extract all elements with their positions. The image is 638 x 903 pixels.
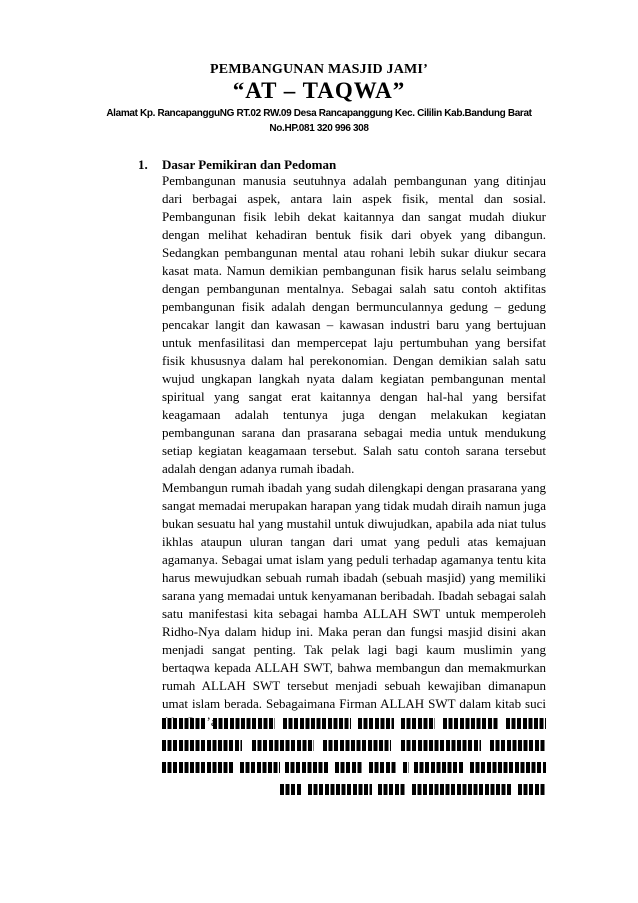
section-number: 1. bbox=[138, 157, 148, 172]
glyph-block bbox=[369, 762, 397, 773]
mosque-name: “AT – TAQWA” bbox=[232, 78, 406, 103]
glyph-block bbox=[162, 762, 234, 773]
glyph-block bbox=[401, 740, 481, 751]
glyph-block bbox=[213, 718, 275, 729]
glyph-block bbox=[470, 762, 546, 773]
glyph-block bbox=[518, 784, 546, 795]
glyph-block bbox=[412, 784, 512, 795]
glyph-block bbox=[252, 740, 314, 751]
glyph-block bbox=[285, 762, 329, 773]
glyph-block bbox=[280, 784, 302, 795]
glyph-block bbox=[378, 784, 406, 795]
document-title: PEMBANGUNAN MASJID JAMI’ bbox=[210, 62, 428, 77]
phone-line: No.HP.081 320 996 308 bbox=[269, 123, 369, 134]
paragraph-2: Membangun rumah ibadah yang sudah dilengkapi dengan prasarana yang sangat memadai merupakan harapan yang tidak mudah diraih namun juga bukan sesuatu hal yang mustahil untuk diwujudkan, apabila ada niat tulus ikhlas ataupun uluran tangan dari umat yang peduli atas kemajuan agamanya. Sebagai umat islam yang peduli terhadap agamanya tentu kita harus mewujudkan sebuah rumah ibadah (sebuah masjid) yang memiliki sarana yang memadai untuk kenyamanan beribadah. Ibadah sebagai salah satu manifestasi kita sebagai hamba ALLAH SWT untuk memperoleh Ridho-Nya dalam hidup ini. Maka peran dan fungsi masjid disini akan menjadi sangat penting. Tak pelak lagi bagi kaum muslimin yang bertaqwa kepada ALLAH SWT, bahwa membangun dan memakmurkan rumah ALLAH SWT tersebut menjadi sebuah kewajiban dimanapun umat islam berada. Sebagaimana Firman ALLAH SWT dalam kitab suci bbox=[162, 480, 546, 711]
glyph-block bbox=[323, 740, 391, 751]
paragraph-1: Pembangunan manusia seutuhnya adalah pembangunan yang ditinjau dari berbagai aspek, antara lain aspek fisik, mental dan sosial. Pembangunan fisik lebih dekat kaitannya dan sangat mudah diukur dengan melihat kehadiran bentuk fisik dari obyek yang dibangun. Sedangkan pembangunan mental atau rohani lebih sukar diukur secara kasat mata. Namun demikian pembangunan fisik harus selalu seimbang dengan pembangunan mentalnya. Sebagai salah satu contoh aktifitas pembangunan fisik adalah dengan bermunculannya gedung – gedung pencakar langit dan kawasan – kawasan industri baru yang bertujuan untuk menfasilitasi dan mempercepat laju pertumbuhan yang bersifat fisik khususnya dalam hal perekonomian. Dengan demikian salah satu wujud ungkapan langkah nyata dalam kegiatan pembangunan mental spiritual yang sangat erat kaitannya dengan hal-hal yang bersifat keagamaan adalah tentunya juga dengan melakukan kegiatan pembangunan sarana dan prasarana sebagai media untuk mendukung setiap kegiatan keagamaan tersebut. Salah satu contoh sarana tersebut adalah dengan adanya rumah ibadah. bbox=[162, 173, 546, 476]
glyph-block bbox=[335, 762, 363, 773]
glyph-block bbox=[162, 718, 206, 729]
glyph-block bbox=[443, 718, 499, 729]
verse-line bbox=[162, 780, 546, 800]
verse-line bbox=[162, 758, 546, 778]
verse-line bbox=[162, 736, 546, 756]
verse-line bbox=[162, 714, 546, 734]
glyph-block bbox=[308, 784, 372, 795]
glyph-block bbox=[162, 740, 242, 751]
glyph-block bbox=[240, 762, 280, 773]
glyph-block bbox=[414, 762, 464, 773]
glyph-block bbox=[490, 740, 546, 751]
arabic-verse-unrendered bbox=[162, 714, 546, 802]
glyph-block bbox=[403, 762, 409, 773]
glyph-block bbox=[401, 718, 435, 729]
section-heading: Dasar Pemikiran dan Pedoman bbox=[162, 157, 337, 172]
glyph-block bbox=[283, 718, 351, 729]
address-line: Alamat Kp. RancapangguNG RT.02 RW.09 Desa Rancapanggung Kec. Cililin Kab.Bandung Barat bbox=[106, 108, 532, 119]
glyph-block bbox=[506, 718, 546, 729]
glyph-block bbox=[358, 718, 394, 729]
